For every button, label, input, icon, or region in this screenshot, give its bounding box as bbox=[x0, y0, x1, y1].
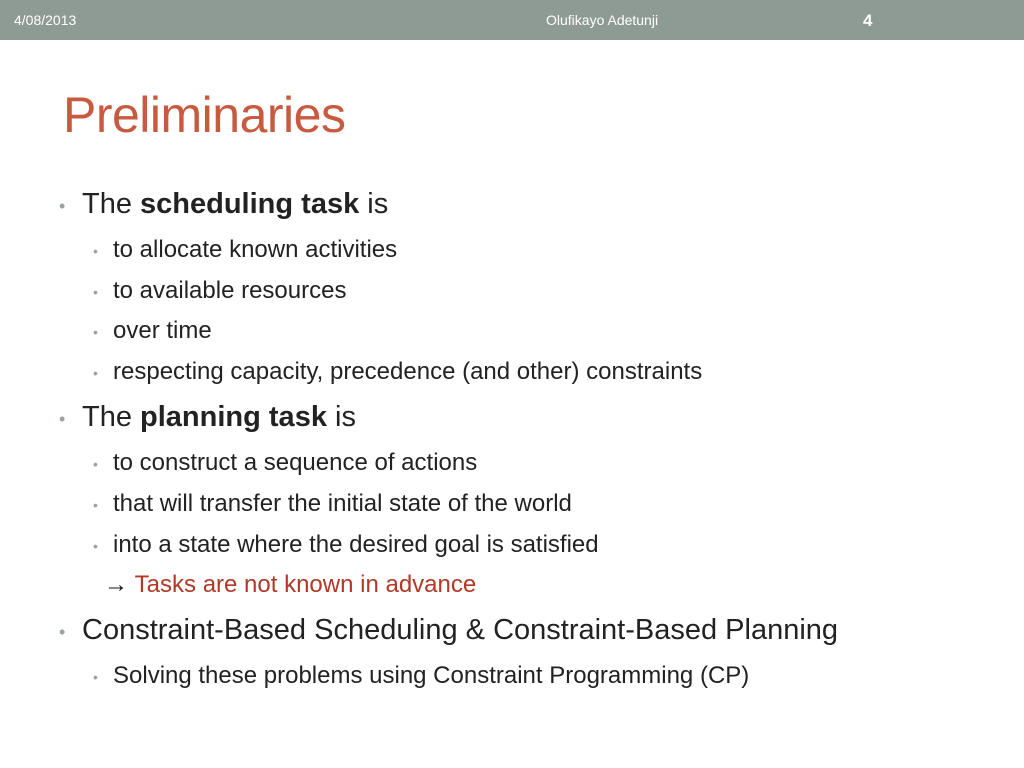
slide-date: 4/08/2013 bbox=[14, 12, 77, 28]
bullet-dot-icon: • bbox=[93, 669, 98, 685]
bullet-constraint-based bbox=[59, 614, 839, 647]
slide-page-number: 4 bbox=[863, 11, 873, 30]
sub-bullet bbox=[93, 358, 703, 386]
arrow-note bbox=[104, 571, 476, 599]
sub-bullet bbox=[93, 277, 347, 305]
bullet-bold-term: scheduling task bbox=[140, 188, 360, 220]
bullet-bold-term: planning task bbox=[140, 401, 327, 433]
sub-bullet bbox=[93, 236, 398, 264]
bullet-text: The bbox=[82, 401, 141, 433]
bullet-dot-icon: • bbox=[59, 196, 66, 216]
sub-bullet-text: that will transfer the initial state of the world bbox=[113, 490, 572, 517]
sub-bullet bbox=[93, 490, 572, 518]
slide-author: Olufikayo Adetunji bbox=[546, 12, 659, 28]
bullet-dot-icon: • bbox=[93, 365, 98, 381]
bullet-dot-icon: • bbox=[93, 243, 98, 259]
bullet-dot-icon: • bbox=[93, 497, 98, 513]
sub-bullet-text: to construct a sequence of actions bbox=[113, 449, 478, 476]
sub-bullet-text: respecting capacity, precedence (and other) constraints bbox=[113, 358, 703, 385]
header-bar bbox=[0, 0, 1024, 40]
sub-bullet-text: over time bbox=[113, 317, 212, 344]
sub-bullet-text: to available resources bbox=[113, 277, 347, 304]
bullet-dot-icon: • bbox=[93, 456, 98, 472]
bullet-text: is bbox=[359, 188, 389, 220]
bullet-text: The bbox=[82, 188, 141, 220]
bullet-dot-icon: • bbox=[93, 538, 98, 554]
bullet-dot-icon: • bbox=[59, 622, 66, 642]
sub-bullet-text: into a state where the desired goal is satisfied bbox=[113, 531, 599, 558]
sub-bullet bbox=[93, 449, 478, 477]
sub-bullet-text: Solving these problems using Constraint Programming (CP) bbox=[113, 662, 750, 689]
bullet-scheduling-task bbox=[59, 188, 389, 221]
sub-bullet bbox=[93, 531, 599, 559]
right-arrow-icon: → bbox=[104, 571, 128, 598]
slide-title: Preliminaries bbox=[63, 87, 346, 143]
bullet-dot-icon: • bbox=[59, 409, 66, 429]
bullet-planning-task bbox=[59, 401, 356, 434]
bullet-text: Constraint-Based Scheduling & Constraint-Based Planning bbox=[82, 614, 839, 646]
sub-bullet-text: to allocate known activities bbox=[113, 236, 398, 263]
sub-bullet bbox=[93, 662, 750, 690]
highlight-note: Tasks are not known in advance bbox=[134, 571, 477, 598]
bullet-dot-icon: • bbox=[93, 284, 98, 300]
bullet-dot-icon: • bbox=[93, 324, 98, 340]
bullet-text: is bbox=[326, 401, 356, 433]
sub-bullet bbox=[93, 317, 212, 345]
